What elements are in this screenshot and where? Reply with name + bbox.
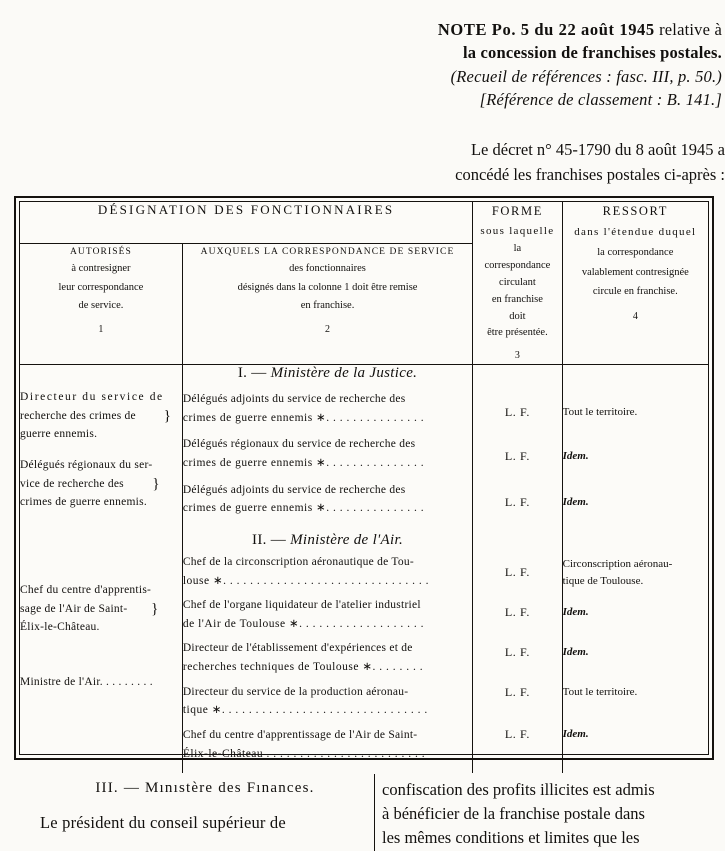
note-classement-line: [Référence de classement : B. 141.] [479,90,722,110]
s2-r1-c4-l1: Circonscription aéronau- [562,557,673,570]
header-col2-t4: en franchise. [300,299,355,311]
s1-e1-l2: recherche des crimes de [20,409,136,422]
section-1-body-row [20,382,708,532]
section-1-title-row [20,365,708,383]
decree-paragraph [330,138,725,188]
s1-r2-c3: L. F. [504,448,530,463]
section-3-title: III. — Mınıstère des Fınances. [95,780,315,796]
note-title-tail: relative à [654,20,722,39]
section-2-entry-1 [20,581,182,637]
s2-r3-c2-l2: recherches techniques de Toulouse ∗. . . . . . . . [182,661,424,674]
header-col1-t2: à contresigner [71,263,131,275]
section-1-col4 [562,382,708,532]
section-2-col1 [20,549,182,773]
header-forme-l5: doit [509,310,526,322]
section-1-col1 [20,382,182,532]
table-row [563,382,708,434]
s2-r5-c2-l1: Chef du centre d'apprentissage de l'Air de Saint- [182,728,418,741]
footer-column-divider [374,774,375,851]
section-2-body-row [20,549,708,773]
s2-e1-brace: } [151,600,159,617]
header-forme-label: FORME [491,204,543,218]
table-row [563,478,708,526]
header-col1-t4: de service. [78,299,124,311]
header-ressort-l2: valablement contresignée [581,266,689,278]
header-col2-t3: désignés dans la colonne 1 doit être remise [237,281,418,293]
s1-r3-c2-l2: crimes de guerre ennemis ∗. . . . . . . . . . . . . . . [182,502,425,515]
s2-r4-c2-l1: Directeur du service de la production aéronau- [182,685,409,698]
s2-r1-c2-l2: louse ∗. . . . . . . . . . . . . . . . . . . . . . . . . . . . . . . [182,574,430,587]
s2-e1-l2: sage de l'Air de Saint- [20,602,128,615]
s1-e2-l3: crimes de guerre ennemis. [20,496,147,509]
s1-e1-l1: Directeur du service de [20,391,164,404]
note-recueil-line: (Recueil de références : fasc. III, p. 50.) [450,66,722,86]
s2-r1-c2-l1: Chef de la circonscription aéronautique de Tou- [182,555,414,568]
s2-r3-c3: L. F. [504,645,530,660]
section-2-entries-col2 [183,549,472,773]
section-2-col3 [473,549,562,773]
s1-r1-c3: L. F. [504,404,530,419]
section-1-number: I. — [237,365,271,382]
note-header [330,18,722,112]
s1-e2-l1: Délégués régionaux du ser- [20,459,153,472]
s2-r2-c4: Idem. [562,606,589,619]
section-2-title-row [20,532,708,549]
header-forme [473,202,562,365]
decree-line-1: Le décret n° 45-1790 du 8 août 1945 a [470,140,725,159]
s1-e1-brace: } [163,407,172,424]
s2-r5-c2-l2: Élix-le-Château . . . . . . . . . . . . . . . . . . . . . . . . [182,747,426,760]
note-title-line1 [330,18,722,41]
franchise-table [14,196,714,760]
s2-e1-l1: Chef du centre d'apprentis- [20,583,152,596]
header-col1-t3: leur correspondance [58,281,144,293]
header-designation-label: DÉSIGNATION DES FONCTIONNAIRES [97,202,395,217]
s1-r1-c2-l2: crimes de guerre ennemis ∗. . . . . . . . . . . . . . . [182,411,425,424]
s2-r3-c4: Idem. [562,646,589,659]
table-row [563,673,708,713]
table-inner-border [19,201,709,760]
s2-r1-c3: L. F. [504,565,530,580]
section-1-entries-col4 [563,382,708,526]
table-row [183,633,472,676]
table-row [473,713,561,757]
section-3-body: Le président du conseil supérieur de [40,813,286,832]
table-row [563,713,708,757]
s2-e1-l3: Élix-le-Château. [20,621,100,634]
section-1-entries-col2 [183,382,472,532]
note-reference: NOTE Po. 5 du 22 août 1945 [437,20,655,39]
footer-right-line-2: à bénéficier de la franchise postale dans [382,803,645,823]
s2-r1-c4-l2: tique de Toulouse. [562,574,644,587]
s2-r4-c4: Tout le territoire. [562,686,638,699]
table-row [563,633,708,673]
section-1-entry-2 [20,456,182,512]
header-forme-l4: en franchise [491,293,543,305]
table-row [183,720,472,773]
section-1-entries-col3 [473,382,561,526]
table-row [183,677,472,720]
table-row [473,382,561,434]
header-col2 [182,243,472,365]
header-designation [20,202,473,243]
s1-e2-brace: } [152,475,160,492]
s2-r2-c2-l1: Chef de l'organe liquidateur de l'atelier industriel [182,599,421,612]
header-col3-number: 3 [514,350,520,362]
table-row [183,590,472,633]
table-row [563,593,708,633]
table-row [183,427,472,472]
s1-r1-c2-l1: Délégués adjoints du service de recherche des [182,393,406,406]
page-footer [0,774,725,851]
note-title-line2: la concession de franchises postales. [462,43,722,63]
decree-line-2: concédé les franchises postales ci-après : [455,164,725,184]
table-header-row-1 [20,202,708,243]
s2-r4-c3: L. F. [504,685,530,700]
footer-left-column [40,780,370,833]
section-2-entry-2 [20,673,182,692]
s1-r2-c2-l2: crimes de guerre ennemis ∗. . . . . . . . . . . . . . . [182,457,425,470]
header-forme-sub: sous laquelle [480,225,555,238]
s1-r2-c4: Idem. [562,449,589,462]
header-ressort-l3: circule en franchise. [592,286,678,298]
table-row [563,434,708,478]
section-2-number: II. — [252,531,291,548]
section-2-entries-col4 [563,549,708,757]
table-row [473,478,561,526]
footer-right-line-1: confiscation des profits illicites est admis [382,780,655,799]
header-forme-l6: être présentée. [487,327,548,339]
table-row [183,473,472,532]
s2-r3-c2-l1: Directeur de l'établissement d'expériences et de [182,642,413,655]
section-1-col3 [473,382,562,532]
header-col2-number: 2 [325,324,331,336]
s1-r3-c3: L. F. [504,494,530,509]
section-1-title [182,365,472,383]
header-col1 [20,243,182,365]
table-row [473,673,561,713]
s1-r2-c2-l1: Délégués régionaux du service de recherche des [182,438,416,451]
header-forme-l3: circulant [499,277,536,289]
header-ressort-label: RESSORT [602,204,668,218]
section-1-col2 [182,382,472,532]
section-1-name: Ministère de la Justice. [270,365,418,382]
table-row [473,633,561,673]
s2-r2-c2-l2: de l'Air de Toulouse ∗. . . . . . . . . . . . . . . . . . . [182,617,424,630]
table-row [473,593,561,633]
s2-e2-l1: Ministre de l'Air. . . . . . . . . [20,675,153,688]
s1-e2-l2: vice de recherche des [20,477,124,490]
s2-r2-c3: L. F. [504,605,530,620]
footer-right-line-3: les mêmes conditions et limites que les [382,827,640,847]
header-col2-t2: des fonctionnaires [289,263,366,275]
section-1-entry-1 [20,388,182,444]
header-ressort-l1: la correspondance [597,247,674,259]
header-col4-number: 4 [632,310,638,322]
table-row [473,434,561,478]
s1-r1-c4: Tout le territoire. [562,405,638,418]
footer-right-column [382,778,725,850]
section-2-entries-col3 [473,549,561,757]
header-forme-l1: la [513,243,522,255]
header-ressort-sub: dans l'étendue duquel [574,226,697,239]
header-col2-t1: AUXQUELS LA CORRESPONDANCE DE SERVICE [200,246,455,257]
table-row [473,549,561,593]
section-2-name: Ministère de l'Air. [290,531,403,548]
s1-e1-l3: guerre ennemis. [20,428,98,441]
s1-r3-c2-l1: Délégués adjoints du service de recherche des [182,483,406,496]
header-ressort [562,202,708,365]
s2-r4-c2-l2: tique ∗. . . . . . . . . . . . . . . . . . . . . . . . . . . . . . . [182,704,428,717]
section-2-col4 [562,549,708,773]
table-main [20,202,708,773]
table-row [183,382,472,427]
header-forme-l2: correspondance [484,260,551,272]
header-col1-number: 1 [98,324,104,336]
header-col1-t1: AUTORISÉS [69,246,132,257]
section-2-col2 [182,549,472,773]
s1-r3-c4: Idem. [562,495,589,508]
table-row [563,549,708,593]
section-2-title [182,532,472,549]
table-row [183,549,472,590]
s2-r5-c4: Idem. [562,728,589,741]
s2-r5-c3: L. F. [504,727,530,742]
